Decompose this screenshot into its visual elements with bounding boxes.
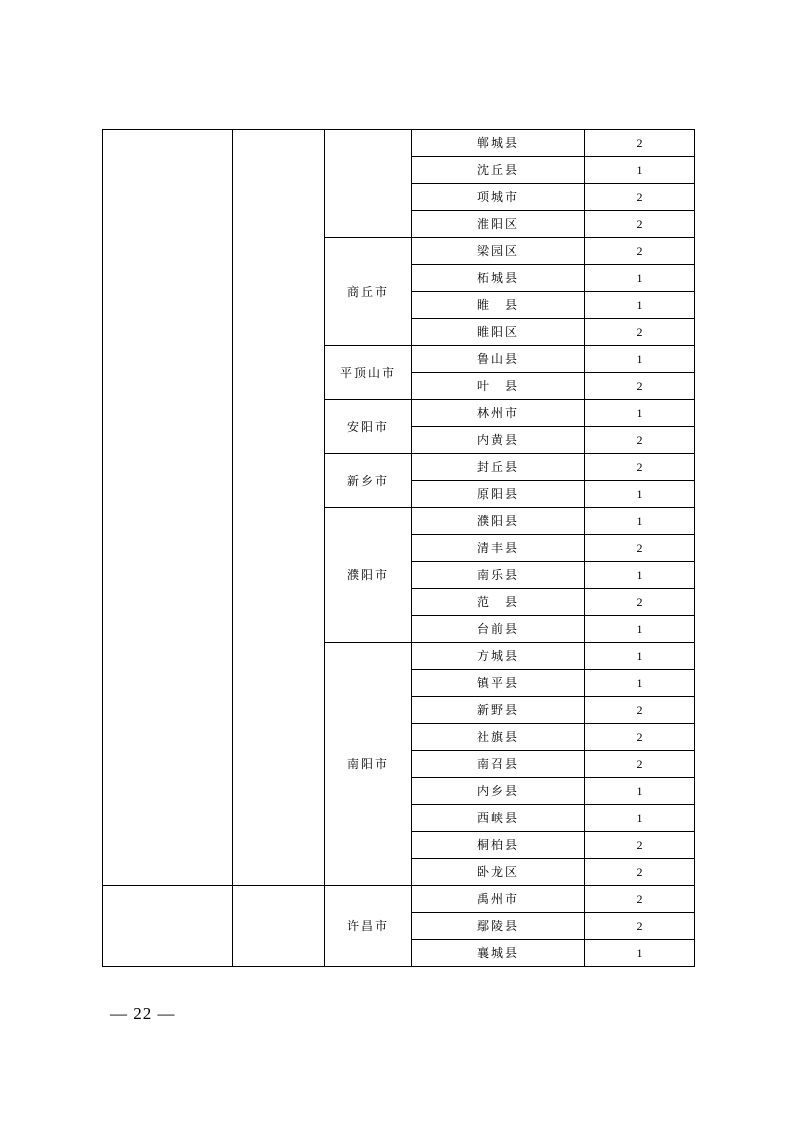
count-cell: 2 (585, 373, 695, 400)
count-cell: 2 (585, 697, 695, 724)
count-cell: 2 (585, 211, 695, 238)
county-cell: 鄢陵县 (412, 913, 585, 940)
county-cell: 林州市 (412, 400, 585, 427)
count-cell: 2 (585, 184, 695, 211)
count-cell: 2 (585, 859, 695, 886)
county-cell: 禹州市 (412, 886, 585, 913)
county-cell: 梁园区 (412, 238, 585, 265)
city-cell: 安阳市 (325, 400, 412, 454)
count-cell: 2 (585, 832, 695, 859)
allocation-table (102, 129, 695, 967)
group-subcategory-cell (233, 130, 325, 886)
county-cell: 桐柏县 (412, 832, 585, 859)
count-cell: 1 (585, 157, 695, 184)
county-cell: 镇平县 (412, 670, 585, 697)
count-cell: 2 (585, 238, 695, 265)
group-subcategory-cell (233, 886, 325, 967)
county-cell: 叶 县 (412, 373, 585, 400)
count-cell: 1 (585, 508, 695, 535)
count-cell: 1 (585, 940, 695, 967)
count-cell: 1 (585, 670, 695, 697)
county-cell: 濮阳县 (412, 508, 585, 535)
city-cell: 南阳市 (325, 643, 412, 886)
count-cell: 1 (585, 292, 695, 319)
group-category-cell (103, 130, 233, 886)
county-cell: 内乡县 (412, 778, 585, 805)
city-cell: 商丘市 (325, 238, 412, 346)
count-cell: 1 (585, 400, 695, 427)
county-cell: 南乐县 (412, 562, 585, 589)
count-cell: 2 (585, 886, 695, 913)
count-cell: 1 (585, 481, 695, 508)
county-cell: 封丘县 (412, 454, 585, 481)
count-cell: 2 (585, 454, 695, 481)
count-cell: 1 (585, 778, 695, 805)
count-cell: 1 (585, 805, 695, 832)
county-cell: 新野县 (412, 697, 585, 724)
count-cell: 2 (585, 130, 695, 157)
page-number: — 22 — (110, 1004, 176, 1023)
count-cell: 1 (585, 643, 695, 670)
county-cell: 睢阳区 (412, 319, 585, 346)
count-cell: 1 (585, 346, 695, 373)
county-cell: 范 县 (412, 589, 585, 616)
county-cell: 郸城县 (412, 130, 585, 157)
city-cell (325, 130, 412, 238)
count-cell: 2 (585, 724, 695, 751)
table-row (103, 130, 695, 157)
county-cell: 方城县 (412, 643, 585, 670)
allocation-table-body (103, 130, 695, 967)
county-cell: 清丰县 (412, 535, 585, 562)
county-cell: 淮阳区 (412, 211, 585, 238)
county-cell: 项城市 (412, 184, 585, 211)
county-cell: 西峡县 (412, 805, 585, 832)
county-cell: 沈丘县 (412, 157, 585, 184)
count-cell: 2 (585, 913, 695, 940)
county-cell: 南召县 (412, 751, 585, 778)
county-cell: 睢 县 (412, 292, 585, 319)
count-cell: 1 (585, 265, 695, 292)
city-cell: 平顶山市 (325, 346, 412, 400)
county-cell: 社旗县 (412, 724, 585, 751)
county-cell: 柘城县 (412, 265, 585, 292)
count-cell: 1 (585, 562, 695, 589)
county-cell: 台前县 (412, 616, 585, 643)
count-cell: 2 (585, 427, 695, 454)
count-cell: 2 (585, 751, 695, 778)
county-cell: 襄城县 (412, 940, 585, 967)
city-cell: 濮阳市 (325, 508, 412, 643)
city-cell: 许昌市 (325, 886, 412, 967)
group-category-cell (103, 886, 233, 967)
count-cell: 2 (585, 535, 695, 562)
city-cell: 新乡市 (325, 454, 412, 508)
county-cell: 原阳县 (412, 481, 585, 508)
county-cell: 鲁山县 (412, 346, 585, 373)
table-row (103, 886, 695, 913)
county-cell: 卧龙区 (412, 859, 585, 886)
count-cell: 1 (585, 616, 695, 643)
count-cell: 2 (585, 589, 695, 616)
count-cell: 2 (585, 319, 695, 346)
county-cell: 内黄县 (412, 427, 585, 454)
